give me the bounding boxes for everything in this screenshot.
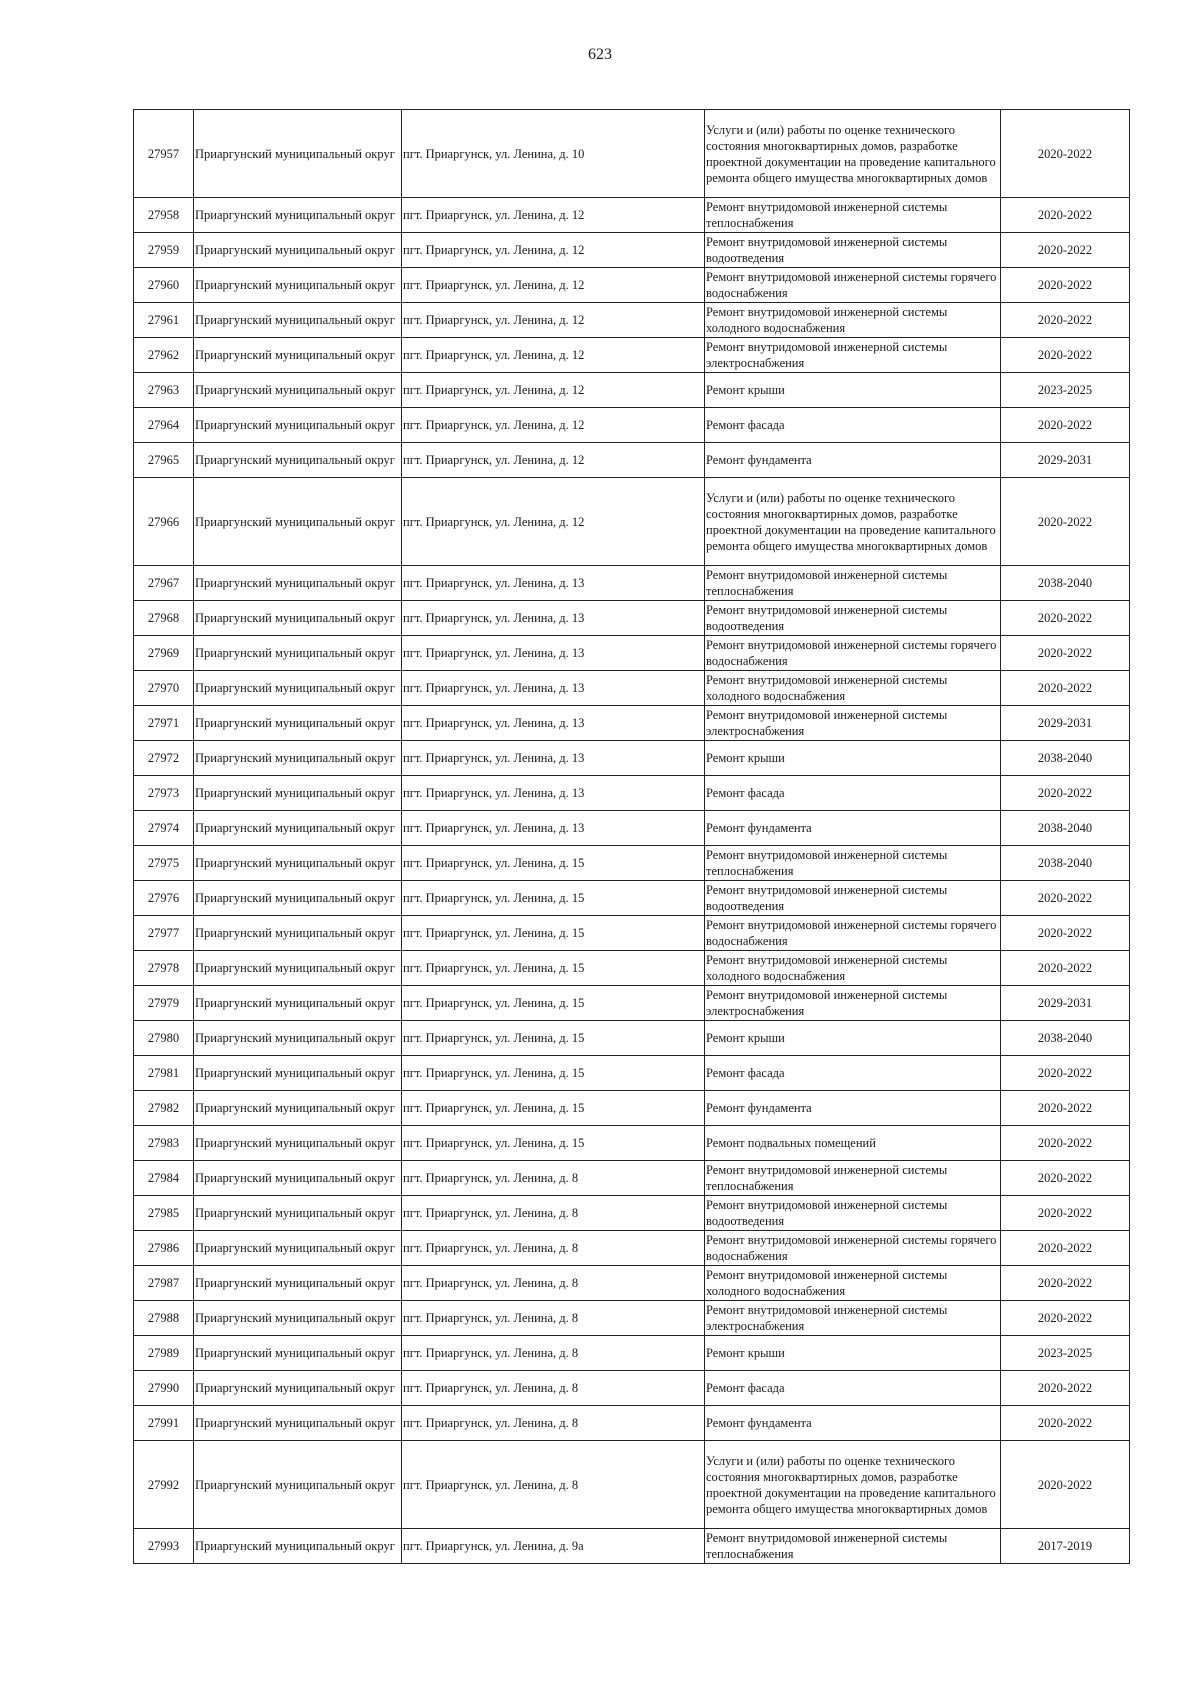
row-number-cell: 27986: [134, 1231, 194, 1266]
work-type-cell: Ремонт внутридомовой инженерной системы теплоснабжения: [705, 198, 1001, 233]
address-cell: пгт. Приаргунск, ул. Ленина, д. 8: [402, 1336, 705, 1371]
district-cell: Приаргунский муниципальный округ: [194, 1126, 402, 1161]
work-type-cell: Ремонт внутридомовой инженерной системы теплоснабжения: [705, 566, 1001, 601]
district-cell: Приаргунский муниципальный округ: [194, 811, 402, 846]
table-row: [134, 268, 1130, 303]
table-row: [134, 1336, 1130, 1371]
period-cell: 2020-2022: [1001, 671, 1130, 706]
district-cell: Приаргунский муниципальный округ: [194, 1529, 402, 1564]
table-row: [134, 776, 1130, 811]
period-cell: 2020-2022: [1001, 233, 1130, 268]
period-cell: 2020-2022: [1001, 1126, 1130, 1161]
table-row: [134, 1529, 1130, 1564]
address-cell: пгт. Приаргунск, ул. Ленина, д. 13: [402, 776, 705, 811]
district-cell: Приаргунский муниципальный округ: [194, 566, 402, 601]
district-cell: Приаргунский муниципальный округ: [194, 303, 402, 338]
table-row: [134, 986, 1130, 1021]
row-number-cell: 27977: [134, 916, 194, 951]
row-number-cell: 27969: [134, 636, 194, 671]
row-number-cell: 27965: [134, 443, 194, 478]
work-type-cell: Ремонт внутридомовой инженерной системы холодного водоснабжения: [705, 303, 1001, 338]
table-row: [134, 1301, 1130, 1336]
address-cell: пгт. Приаргунск, ул. Ленина, д. 12: [402, 198, 705, 233]
work-type-cell: Ремонт фасада: [705, 1056, 1001, 1091]
period-cell: 2020-2022: [1001, 1056, 1130, 1091]
period-cell: 2020-2022: [1001, 951, 1130, 986]
district-cell: Приаргунский муниципальный округ: [194, 373, 402, 408]
period-cell: 2038-2040: [1001, 1021, 1130, 1056]
address-cell: пгт. Приаргунск, ул. Ленина, д. 12: [402, 373, 705, 408]
table-row: [134, 1126, 1130, 1161]
row-number-cell: 27961: [134, 303, 194, 338]
table-row: [134, 671, 1130, 706]
work-type-cell: Ремонт внутридомовой инженерной системы холодного водоснабжения: [705, 671, 1001, 706]
work-type-cell: Услуги и (или) работы по оценке технического состояния многоквартирных домов, разработке проектной документации на проведение капитального ремонта общего имущества многоквартирных домов: [705, 1441, 1001, 1529]
district-cell: Приаргунский муниципальный округ: [194, 1371, 402, 1406]
work-type-cell: Ремонт крыши: [705, 1336, 1001, 1371]
row-number-cell: 27966: [134, 478, 194, 566]
district-cell: Приаргунский муниципальный округ: [194, 916, 402, 951]
address-cell: пгт. Приаргунск, ул. Ленина, д. 15: [402, 846, 705, 881]
district-cell: Приаргунский муниципальный округ: [194, 986, 402, 1021]
address-cell: пгт. Приаргунск, ул. Ленина, д. 8: [402, 1406, 705, 1441]
table-row: [134, 1161, 1130, 1196]
work-type-cell: Ремонт фасада: [705, 776, 1001, 811]
table-row: [134, 443, 1130, 478]
table-row: [134, 916, 1130, 951]
district-cell: Приаргунский муниципальный округ: [194, 1336, 402, 1371]
table-row: [134, 1091, 1130, 1126]
district-cell: Приаргунский муниципальный округ: [194, 951, 402, 986]
work-type-cell: Ремонт внутридомовой инженерной системы водоотведения: [705, 601, 1001, 636]
district-cell: Приаргунский муниципальный округ: [194, 110, 402, 198]
period-cell: 2020-2022: [1001, 1406, 1130, 1441]
district-cell: Приаргунский муниципальный округ: [194, 741, 402, 776]
row-number-cell: 27989: [134, 1336, 194, 1371]
row-number-cell: 27962: [134, 338, 194, 373]
table-row: [134, 566, 1130, 601]
table-row: [134, 1196, 1130, 1231]
district-cell: Приаргунский муниципальный округ: [194, 1231, 402, 1266]
table-row: [134, 881, 1130, 916]
work-type-cell: Ремонт фундамента: [705, 1406, 1001, 1441]
district-cell: Приаргунский муниципальный округ: [194, 338, 402, 373]
district-cell: Приаргунский муниципальный округ: [194, 671, 402, 706]
district-cell: Приаргунский муниципальный округ: [194, 1196, 402, 1231]
address-cell: пгт. Приаргунск, ул. Ленина, д. 12: [402, 443, 705, 478]
work-type-cell: Ремонт крыши: [705, 373, 1001, 408]
address-cell: пгт. Приаргунск, ул. Ленина, д. 15: [402, 1126, 705, 1161]
row-number-cell: 27991: [134, 1406, 194, 1441]
table-row: [134, 1231, 1130, 1266]
period-cell: 2029-2031: [1001, 706, 1130, 741]
work-type-cell: Ремонт внутридомовой инженерной системы горячего водоснабжения: [705, 636, 1001, 671]
period-cell: 2020-2022: [1001, 881, 1130, 916]
row-number-cell: 27993: [134, 1529, 194, 1564]
table-row: [134, 233, 1130, 268]
row-number-cell: 27987: [134, 1266, 194, 1301]
period-cell: 2029-2031: [1001, 443, 1130, 478]
row-number-cell: 27975: [134, 846, 194, 881]
work-type-cell: Ремонт внутридомовой инженерной системы теплоснабжения: [705, 846, 1001, 881]
work-type-cell: Ремонт подвальных помещений: [705, 1126, 1001, 1161]
district-cell: Приаргунский муниципальный округ: [194, 478, 402, 566]
table-row: [134, 1266, 1130, 1301]
district-cell: Приаргунский муниципальный округ: [194, 776, 402, 811]
work-type-cell: Ремонт внутридомовой инженерной системы холодного водоснабжения: [705, 1266, 1001, 1301]
work-type-cell: Услуги и (или) работы по оценке технического состояния многоквартирных домов, разработке проектной документации на проведение капитального ремонта общего имущества многоквартирных домов: [705, 110, 1001, 198]
table-row: [134, 846, 1130, 881]
address-cell: пгт. Приаргунск, ул. Ленина, д. 12: [402, 268, 705, 303]
address-cell: пгт. Приаргунск, ул. Ленина, д. 15: [402, 1091, 705, 1126]
district-cell: Приаргунский муниципальный округ: [194, 1406, 402, 1441]
district-cell: Приаргунский муниципальный округ: [194, 233, 402, 268]
row-number-cell: 27963: [134, 373, 194, 408]
period-cell: 2038-2040: [1001, 846, 1130, 881]
period-cell: 2020-2022: [1001, 1441, 1130, 1529]
address-cell: пгт. Приаргунск, ул. Ленина, д. 8: [402, 1161, 705, 1196]
work-type-cell: Услуги и (или) работы по оценке технического состояния многоквартирных домов, разработке проектной документации на проведение капитального ремонта общего имущества многоквартирных домов: [705, 478, 1001, 566]
page-number: 623: [588, 46, 612, 63]
address-cell: пгт. Приаргунск, ул. Ленина, д. 12: [402, 233, 705, 268]
table-row: [134, 1371, 1130, 1406]
period-cell: 2038-2040: [1001, 741, 1130, 776]
period-cell: 2020-2022: [1001, 408, 1130, 443]
work-type-cell: Ремонт крыши: [705, 741, 1001, 776]
district-cell: Приаргунский муниципальный округ: [194, 881, 402, 916]
row-number-cell: 27980: [134, 1021, 194, 1056]
table-row: [134, 741, 1130, 776]
address-cell: пгт. Приаргунск, ул. Ленина, д. 8: [402, 1231, 705, 1266]
period-cell: 2020-2022: [1001, 1196, 1130, 1231]
address-cell: пгт. Приаргунск, ул. Ленина, д. 15: [402, 1056, 705, 1091]
district-cell: Приаргунский муниципальный округ: [194, 706, 402, 741]
address-cell: пгт. Приаргунск, ул. Ленина, д. 13: [402, 671, 705, 706]
work-type-cell: Ремонт внутридомовой инженерной системы электроснабжения: [705, 338, 1001, 373]
period-cell: 2020-2022: [1001, 1161, 1130, 1196]
address-cell: пгт. Приаргунск, ул. Ленина, д. 13: [402, 811, 705, 846]
district-cell: Приаргунский муниципальный округ: [194, 1441, 402, 1529]
address-cell: пгт. Приаргунск, ул. Ленина, д. 13: [402, 706, 705, 741]
address-cell: пгт. Приаргунск, ул. Ленина, д. 8: [402, 1441, 705, 1529]
period-cell: 2020-2022: [1001, 1231, 1130, 1266]
row-number-cell: 27978: [134, 951, 194, 986]
work-type-cell: Ремонт внутридомовой инженерной системы водоотведения: [705, 233, 1001, 268]
period-cell: 2023-2025: [1001, 373, 1130, 408]
row-number-cell: 27974: [134, 811, 194, 846]
period-cell: 2020-2022: [1001, 110, 1130, 198]
district-cell: Приаргунский муниципальный округ: [194, 1266, 402, 1301]
work-type-cell: Ремонт внутридомовой инженерной системы водоотведения: [705, 881, 1001, 916]
period-cell: 2023-2025: [1001, 1336, 1130, 1371]
table-row: [134, 951, 1130, 986]
work-type-cell: Ремонт фасада: [705, 1371, 1001, 1406]
address-cell: пгт. Приаргунск, ул. Ленина, д. 13: [402, 741, 705, 776]
address-cell: пгт. Приаргунск, ул. Ленина, д. 12: [402, 338, 705, 373]
district-cell: Приаргунский муниципальный округ: [194, 408, 402, 443]
work-type-cell: Ремонт внутридомовой инженерной системы теплоснабжения: [705, 1529, 1001, 1564]
table-row: [134, 338, 1130, 373]
address-cell: пгт. Приаргунск, ул. Ленина, д. 13: [402, 601, 705, 636]
district-cell: Приаргунский муниципальный округ: [194, 1056, 402, 1091]
period-cell: 2020-2022: [1001, 636, 1130, 671]
period-cell: 2020-2022: [1001, 478, 1130, 566]
period-cell: 2020-2022: [1001, 776, 1130, 811]
address-cell: пгт. Приаргунск, ул. Ленина, д. 10: [402, 110, 705, 198]
work-type-cell: Ремонт крыши: [705, 1021, 1001, 1056]
period-cell: 2020-2022: [1001, 1371, 1130, 1406]
table-body: [134, 110, 1130, 1564]
address-cell: пгт. Приаргунск, ул. Ленина, д. 8: [402, 1371, 705, 1406]
work-type-cell: Ремонт фундамента: [705, 1091, 1001, 1126]
period-cell: 2020-2022: [1001, 338, 1130, 373]
district-cell: Приаргунский муниципальный округ: [194, 601, 402, 636]
row-number-cell: 27972: [134, 741, 194, 776]
period-cell: 2038-2040: [1001, 811, 1130, 846]
row-number-cell: 27981: [134, 1056, 194, 1091]
row-number-cell: 27985: [134, 1196, 194, 1231]
period-cell: 2020-2022: [1001, 601, 1130, 636]
table-row: [134, 373, 1130, 408]
period-cell: 2029-2031: [1001, 986, 1130, 1021]
period-cell: 2020-2022: [1001, 916, 1130, 951]
address-cell: пгт. Приаргунск, ул. Ленина, д. 13: [402, 636, 705, 671]
work-type-cell: Ремонт фундамента: [705, 443, 1001, 478]
table-row: [134, 198, 1130, 233]
work-type-cell: Ремонт внутридомовой инженерной системы холодного водоснабжения: [705, 951, 1001, 986]
row-number-cell: 27968: [134, 601, 194, 636]
repair-schedule-table: [133, 109, 1130, 1564]
address-cell: пгт. Приаргунск, ул. Ленина, д. 8: [402, 1196, 705, 1231]
row-number-cell: 27959: [134, 233, 194, 268]
work-type-cell: Ремонт фасада: [705, 408, 1001, 443]
period-cell: 2020-2022: [1001, 1301, 1130, 1336]
row-number-cell: 27967: [134, 566, 194, 601]
address-cell: пгт. Приаргунск, ул. Ленина, д. 8: [402, 1266, 705, 1301]
table-row: [134, 1441, 1130, 1529]
row-number-cell: 27973: [134, 776, 194, 811]
work-type-cell: Ремонт фундамента: [705, 811, 1001, 846]
district-cell: Приаргунский муниципальный округ: [194, 846, 402, 881]
period-cell: 2020-2022: [1001, 1091, 1130, 1126]
district-cell: Приаргунский муниципальный округ: [194, 1161, 402, 1196]
row-number-cell: 27984: [134, 1161, 194, 1196]
table-row: [134, 110, 1130, 198]
period-cell: 2017-2019: [1001, 1529, 1130, 1564]
table-row: [134, 706, 1130, 741]
period-cell: 2020-2022: [1001, 303, 1130, 338]
work-type-cell: Ремонт внутридомовой инженерной системы электроснабжения: [705, 986, 1001, 1021]
address-cell: пгт. Приаргунск, ул. Ленина, д. 12: [402, 408, 705, 443]
address-cell: пгт. Приаргунск, ул. Ленина, д. 15: [402, 881, 705, 916]
row-number-cell: 27970: [134, 671, 194, 706]
district-cell: Приаргунский муниципальный округ: [194, 268, 402, 303]
district-cell: Приаргунский муниципальный округ: [194, 198, 402, 233]
row-number-cell: 27976: [134, 881, 194, 916]
row-number-cell: 27990: [134, 1371, 194, 1406]
table-row: [134, 1021, 1130, 1056]
table-row: [134, 601, 1130, 636]
work-type-cell: Ремонт внутридомовой инженерной системы горячего водоснабжения: [705, 1231, 1001, 1266]
address-cell: пгт. Приаргунск, ул. Ленина, д. 15: [402, 916, 705, 951]
address-cell: пгт. Приаргунск, ул. Ленина, д. 13: [402, 566, 705, 601]
row-number-cell: 27964: [134, 408, 194, 443]
table-row: [134, 636, 1130, 671]
address-cell: пгт. Приаргунск, ул. Ленина, д. 15: [402, 986, 705, 1021]
district-cell: Приаргунский муниципальный округ: [194, 443, 402, 478]
district-cell: Приаргунский муниципальный округ: [194, 1301, 402, 1336]
row-number-cell: 27979: [134, 986, 194, 1021]
table-row: [134, 478, 1130, 566]
table-row: [134, 1056, 1130, 1091]
work-type-cell: Ремонт внутридомовой инженерной системы электроснабжения: [705, 706, 1001, 741]
period-cell: 2020-2022: [1001, 268, 1130, 303]
address-cell: пгт. Приаргунск, ул. Ленина, д. 15: [402, 951, 705, 986]
district-cell: Приаргунский муниципальный округ: [194, 636, 402, 671]
row-number-cell: 27957: [134, 110, 194, 198]
row-number-cell: 27988: [134, 1301, 194, 1336]
row-number-cell: 27958: [134, 198, 194, 233]
table-row: [134, 303, 1130, 338]
row-number-cell: 27983: [134, 1126, 194, 1161]
address-cell: пгт. Приаргунск, ул. Ленина, д. 12: [402, 303, 705, 338]
table-row: [134, 811, 1130, 846]
table-row: [134, 1406, 1130, 1441]
row-number-cell: 27992: [134, 1441, 194, 1529]
address-cell: пгт. Приаргунск, ул. Ленина, д. 9а: [402, 1529, 705, 1564]
district-cell: Приаргунский муниципальный округ: [194, 1091, 402, 1126]
period-cell: 2038-2040: [1001, 566, 1130, 601]
work-type-cell: Ремонт внутридомовой инженерной системы горячего водоснабжения: [705, 916, 1001, 951]
district-cell: Приаргунский муниципальный округ: [194, 1021, 402, 1056]
address-cell: пгт. Приаргунск, ул. Ленина, д. 8: [402, 1301, 705, 1336]
work-type-cell: Ремонт внутридомовой инженерной системы водоотведения: [705, 1196, 1001, 1231]
address-cell: пгт. Приаргунск, ул. Ленина, д. 12: [402, 478, 705, 566]
period-cell: 2020-2022: [1001, 1266, 1130, 1301]
table-row: [134, 408, 1130, 443]
work-type-cell: Ремонт внутридомовой инженерной системы горячего водоснабжения: [705, 268, 1001, 303]
work-type-cell: Ремонт внутридомовой инженерной системы теплоснабжения: [705, 1161, 1001, 1196]
row-number-cell: 27971: [134, 706, 194, 741]
row-number-cell: 27982: [134, 1091, 194, 1126]
period-cell: 2020-2022: [1001, 198, 1130, 233]
address-cell: пгт. Приаргунск, ул. Ленина, д. 15: [402, 1021, 705, 1056]
row-number-cell: 27960: [134, 268, 194, 303]
work-type-cell: Ремонт внутридомовой инженерной системы электроснабжения: [705, 1301, 1001, 1336]
